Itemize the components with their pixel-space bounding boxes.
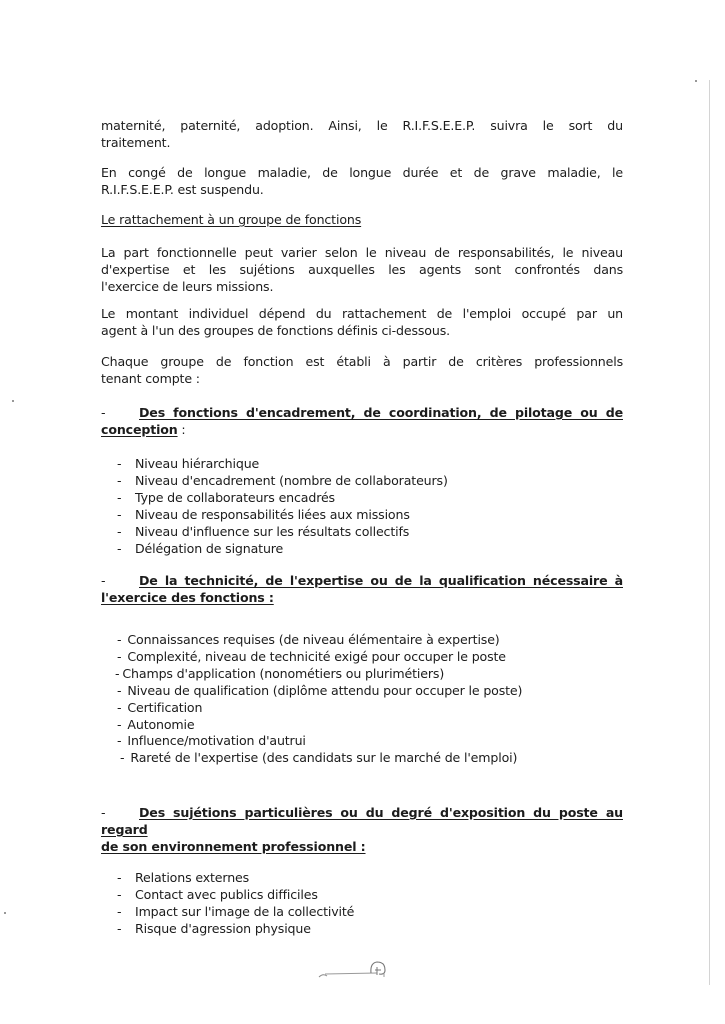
list-item xyxy=(117,541,448,558)
text-line: d'expertise et les sujétions auxquelles les agents sont confrontés dans xyxy=(101,262,623,277)
list-item-text: Risque d'agression physique xyxy=(135,920,311,936)
heading-line xyxy=(101,838,623,855)
list-item-text: Niveau de qualification (diplôme attendu pour occuper le poste) xyxy=(127,682,523,698)
heading-line xyxy=(101,572,623,589)
heading-dash: - xyxy=(101,405,106,420)
list-item-text: Niveau hiérarchique xyxy=(135,456,260,471)
bullet: - xyxy=(117,903,122,919)
text-line: maternité, paternité, adoption. Ainsi, le R.I.F.S.E.E.P. suivra le sort du xyxy=(101,118,623,133)
list-item xyxy=(117,649,522,666)
text-line: tenant compte : xyxy=(101,371,200,386)
list-item-text: Délégation de signature xyxy=(135,540,284,556)
bullet: - xyxy=(117,870,122,885)
list-item-text: Complexité, niveau de technicité exigé pour occuper le poste xyxy=(127,648,506,664)
paragraph-chaque-groupe xyxy=(101,353,623,387)
paragraph-part-fonctionnelle xyxy=(101,244,623,295)
bullet: - xyxy=(115,665,120,681)
heading-text: l'exercice des fonctions : xyxy=(101,590,274,605)
handwritten-initials-icon xyxy=(315,955,395,983)
list-item xyxy=(117,921,354,938)
heading-line xyxy=(101,804,623,838)
bullet: - xyxy=(117,506,122,522)
bullet: - xyxy=(117,920,122,936)
text-line: En congé de longue maladie, de longue durée et de grave maladie, le xyxy=(101,165,623,180)
heading-text: conception xyxy=(101,422,178,437)
subheading-text: Le rattachement à un groupe de fonctions xyxy=(101,212,362,227)
text-line: agent à l'un des groupes de fonctions définis ci-dessous. xyxy=(101,323,450,338)
list-item-text: Autonomie xyxy=(127,716,195,732)
bullet: - xyxy=(117,456,122,471)
list-item-text: Niveau de responsabilités liées aux missions xyxy=(135,506,410,522)
bullet: - xyxy=(117,733,122,749)
list-item-text: Type de collaborateurs encadrés xyxy=(135,489,335,505)
list-item xyxy=(117,490,448,507)
scan-edge-line xyxy=(709,80,710,985)
text-line: R.I.F.S.E.E.P. est suspendu. xyxy=(101,182,264,197)
list-item xyxy=(117,904,354,921)
list-item-text: Impact sur l'image de la collectivité xyxy=(135,903,355,919)
list-item-text: Certification xyxy=(127,699,203,715)
list-item xyxy=(120,750,522,767)
heading-line xyxy=(101,421,623,438)
list-item xyxy=(117,683,522,700)
bullet: - xyxy=(117,699,122,715)
bullet: - xyxy=(117,886,122,902)
paragraph-montant-individuel xyxy=(101,305,623,339)
list-item-text: Niveau d'influence sur les résultats collectifs xyxy=(135,523,410,539)
scan-speck xyxy=(4,912,6,914)
list-item-text: Rareté de l'expertise (des candidats sur le marché de l'emploi) xyxy=(130,750,518,766)
heading-dash: - xyxy=(101,573,106,588)
bullet: - xyxy=(117,489,122,505)
list-item-text: Contact avec publics difficiles xyxy=(135,886,318,902)
criteria-list-encadrement xyxy=(117,456,448,557)
bullet: - xyxy=(120,750,125,766)
list-item xyxy=(117,456,448,473)
heading-line xyxy=(101,404,623,421)
heading-text: de son environnement professionnel : xyxy=(101,839,366,854)
bullet: - xyxy=(117,540,122,556)
list-item-text: Connaissances requises (de niveau élémentaire à expertise) xyxy=(127,632,500,647)
list-item-text: Relations externes xyxy=(135,870,250,885)
paragraph-long-illness xyxy=(101,164,623,198)
heading-dash: - xyxy=(101,805,106,820)
scan-speck xyxy=(695,80,697,82)
text-line: Le montant individuel dépend du rattachement de l'emploi occupé par un xyxy=(101,306,623,321)
heading-text: Des fonctions d'encadrement, de coordination, de pilotage ou de xyxy=(139,405,623,420)
list-item xyxy=(115,666,522,683)
heading-line xyxy=(101,589,623,606)
criteria-list-technicite xyxy=(117,632,522,767)
list-item-text: Champs d'application (nonométiers ou plurimétiers) xyxy=(122,665,445,681)
paragraph-continuation xyxy=(101,117,623,151)
list-item xyxy=(117,870,354,887)
heading-text: Des sujétions particulières ou du degré d'exposition du poste au regard xyxy=(101,805,623,837)
list-item xyxy=(117,887,354,904)
bullet: - xyxy=(117,682,122,698)
list-item xyxy=(117,632,522,649)
list-item-text: Niveau d'encadrement (nombre de collaborateurs) xyxy=(135,472,448,488)
list-item xyxy=(117,733,522,750)
list-item xyxy=(117,524,448,541)
bullet: - xyxy=(117,632,122,647)
heading-text: De la technicité, de l'expertise ou de la qualification nécessaire à xyxy=(139,573,623,588)
bullet: - xyxy=(117,716,122,732)
scan-speck xyxy=(12,400,14,402)
bullet: - xyxy=(117,523,122,539)
text-line: La part fonctionnelle peut varier selon le niveau de responsabilités, le niveau xyxy=(101,245,623,260)
bullet: - xyxy=(117,648,122,664)
list-item xyxy=(117,507,448,524)
criteria-list-sujetions xyxy=(117,870,354,938)
text-line: traitement. xyxy=(101,135,171,150)
text-line: Chaque groupe de fonction est établi à partir de critères professionnels xyxy=(101,354,623,369)
section-heading-technicite xyxy=(101,572,623,606)
text-line: l'exercice de leurs missions. xyxy=(101,279,274,294)
bullet: - xyxy=(117,472,122,488)
section-heading-sujetions xyxy=(101,804,623,855)
section-heading-encadrement xyxy=(101,404,623,438)
list-item xyxy=(117,717,522,734)
subheading xyxy=(101,211,623,228)
list-item-text: Influence/motivation d'autrui xyxy=(127,733,306,749)
list-item xyxy=(117,473,448,490)
heading-colon: : xyxy=(177,422,186,437)
list-item xyxy=(117,700,522,717)
